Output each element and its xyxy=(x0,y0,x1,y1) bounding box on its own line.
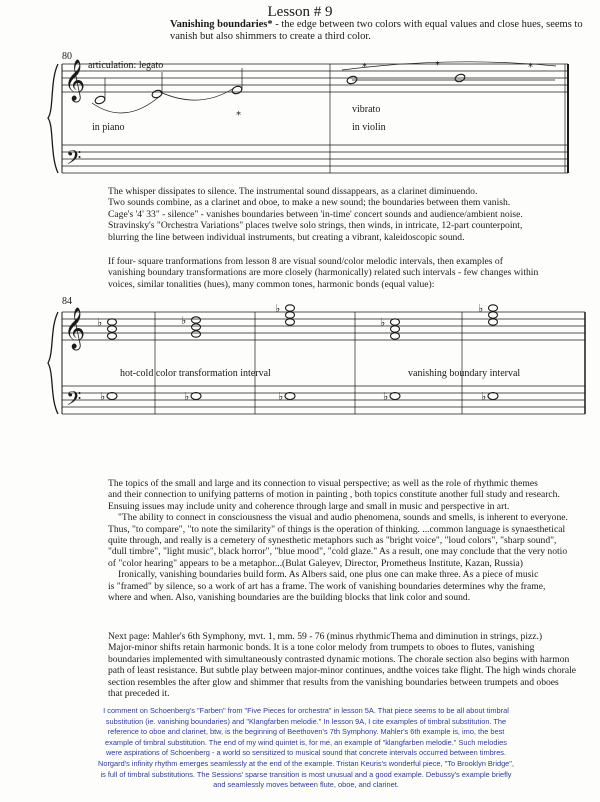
intro-text: - the edge between two colors with equal values and close hues, seems to vanish but also shimmers to create a third color. xyxy=(170,19,583,42)
svg-text:♭: ♭ xyxy=(275,302,281,315)
paragraph-four-square xyxy=(108,256,598,290)
text-line: Ensuing issues may include unity and coherence through large and small in music and perspective in art. xyxy=(108,500,510,512)
accent-mark-icon: * xyxy=(362,62,367,73)
svg-text:♭: ♭ xyxy=(481,390,487,403)
text-line: "The ability to connect in consciousness the visual and audio phenomena, sounds and smells, is inherent to everyone. xyxy=(118,512,568,524)
bass-clef-icon: 𝄢 xyxy=(66,146,82,174)
text-line: Two sounds combine, as a clarinet and oboe, to make a new sound; the boundaries between them vanish. xyxy=(108,197,511,209)
svg-text:♭: ♭ xyxy=(181,314,187,327)
accent-mark-icon: * xyxy=(236,110,241,121)
svg-text:♭: ♭ xyxy=(380,316,386,329)
text-line: If four- square tranformations from lesson 8 are visual sound/color melodic intervals, then examples of xyxy=(108,256,503,267)
score-system-1 xyxy=(0,0,600,190)
text-line: quite through, and really is a cemetery of synesthetic metaphors such as "bright voice", "loud colors", "sharp sound", xyxy=(108,535,557,547)
text-line: Major-minor shifts retain harmonic bonds. It is a tone color melody from trumpets to oboes to flutes, vanishing xyxy=(108,642,535,654)
svg-text:♭: ♭ xyxy=(100,390,106,403)
svg-text:♭: ♭ xyxy=(478,302,484,315)
paragraph-whisper xyxy=(108,186,598,243)
svg-text:♭: ♭ xyxy=(383,390,389,403)
text-line: Next page: Mahler's 6th Symphony, mvt. 1, mm. 59 - 76 (minus rhythmicThema and diminution in strings, pizz.) xyxy=(108,631,543,642)
text-line: vanishing boundary transformations are more closely (harmonically) related such intervals - few changes within xyxy=(108,267,539,279)
text-line: is "framed" by silence, so a work of art has a frame. The work of vanishing boundaries determines why the frame, xyxy=(108,580,546,592)
label-in-piano: in piano xyxy=(92,122,125,133)
text-line: and their connection to unifying patterns of motion in painting , both topics constitute another full study and research. xyxy=(108,489,560,501)
label-in-violin: in violin xyxy=(352,122,386,133)
text-line: that preceded it. xyxy=(108,688,170,700)
label-vanishing-boundary: vanishing boundary interval xyxy=(408,368,521,379)
text-line: of "color hearing" appears to be a metaphor...(Bulat Galeyev, Director, Prometheus Institute, Kazan, Russia) xyxy=(108,557,523,569)
text-line: section resembles the after glow and shimmer that results from the vanishing boundaries between trumpets and oboes xyxy=(108,676,559,688)
text-line: Ironically, vanishing boundaries build form. As Albers said, one plus one can make three. As a piece of music xyxy=(118,569,539,581)
articulation-label: articulation: legato xyxy=(88,60,164,71)
svg-text:♭: ♭ xyxy=(97,316,103,329)
text-line: boundaries implemented with simultaneously contrasted dynamic motions. The chorale section also begins with harmon xyxy=(108,653,570,665)
accent-mark-icon: * xyxy=(435,60,440,71)
text-line: The topics of the small and large and its connection to visual perspective; as well as the role of rhythmic themes xyxy=(108,478,538,489)
treble-clef-icon: 𝄞 xyxy=(64,60,86,101)
svg-text:♭: ♭ xyxy=(278,390,284,403)
treble-clef-icon: 𝄞 xyxy=(64,308,86,349)
text-line: Cage's '4' 33" - silence" - vanishes boundaries between 'in-time' concert sounds and audience/ambient noise. xyxy=(108,208,523,220)
text-line: "dull timbre", "light music", black horror", "blue mood", "cold glaze." As a result, one may conclude that the very notio xyxy=(108,546,568,558)
paragraph-topics xyxy=(108,478,600,603)
text-line: where and when. Also, vanishing boundaries are the building blocks that link color and sound. xyxy=(108,592,471,604)
bass-clef-icon: 𝄢 xyxy=(66,387,82,415)
measure-number-80: 80 xyxy=(62,51,72,62)
text-line: voices, similar tonalities (hues), many common tones, harmonic bonds (equal value): xyxy=(108,278,435,290)
text-line: blurring the line between individual instruments, but creating a vibrant, kaleidoscopic sound. xyxy=(108,231,465,243)
accent-mark-icon: * xyxy=(528,62,533,73)
svg-text:♭: ♭ xyxy=(184,390,190,403)
score-system-2 xyxy=(0,292,600,472)
text-line: Stravinsky's "Orchestra Variations" places twelve solo strings, then winds, in intricate, 12-part counterpoint, xyxy=(108,220,523,232)
text-line: The whisper dissipates to silence. The instrumental sound dissappears, as a clarinet diminuendo. xyxy=(108,186,478,197)
measure-number-84: 84 xyxy=(62,296,72,307)
comment-note: I comment on Schoenberg's "Farben" from "Five Pieces for orchestra" in lesson 5A. That piece seems to be all about timbral substitution (ie. vanishing boundaries) and "Klangfarben melodie." In lesson 9A, I cite examples of timbral substitution. The reference to oboe and clarinet, btw, is the beginning of Beethoven's 7th Symphony. Mahler's 6th example is, imo, the best example of timbral substitution. The end of my wind quintet is, for me, an example of "klangfarben melodie." Such melodies were aspirations of Schoenberg - a world so sensitized to musical sound that concrete intervals occurred between timbres. Norgard's infinity rhythm emerges seamlessly at the end of the example. Tristan Keuris's wonderful piece, "To Brooklyn Bridge", is full of timbral substitutions. The Sessions' sparse transition is most unusual and a good example. Debussy's example briefly and seamlessly moves between flute, oboe, and clarinet. xyxy=(98,706,514,790)
label-hot-cold: hot-cold color transformation interval xyxy=(120,368,271,379)
text-line: Thus, "to compare", "to note the similarity" of things is the operation of thinking. ...common language is synaesthetical xyxy=(108,523,566,535)
lesson-title: Lesson # 9 xyxy=(267,4,333,20)
label-vibrato: vibrato xyxy=(352,104,381,115)
intro-term: Vanishing boundaries* xyxy=(170,19,273,30)
text-line: path of least resistance. But subtle play between major-minor continues, andthe voices take flight. The high winds chorale xyxy=(108,665,576,677)
paragraph-mahler xyxy=(108,631,600,699)
